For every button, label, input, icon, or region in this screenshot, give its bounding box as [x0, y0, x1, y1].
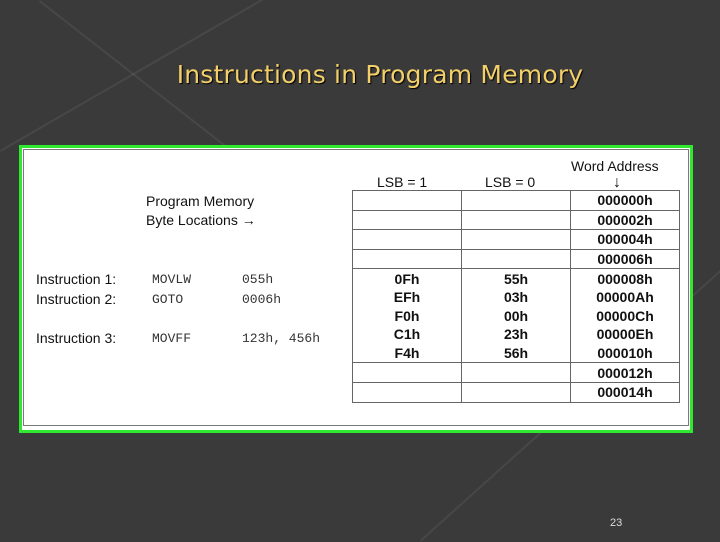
- address-cell: 00000Eh: [571, 325, 680, 344]
- instruction-mnemonic: MOVLW: [152, 272, 192, 287]
- instruction-operand: 0006h: [242, 292, 282, 307]
- lsb0-cell: [462, 191, 571, 211]
- table-row: [353, 269, 680, 288]
- instruction-label: Instruction 2:: [36, 291, 117, 307]
- lsb0-cell: 56h: [462, 344, 571, 363]
- lsb0-cell: [462, 230, 571, 250]
- address-cell: 000006h: [571, 249, 680, 269]
- memory-table: [352, 190, 680, 403]
- table-row: [353, 307, 680, 326]
- address-cell: 000000h: [571, 191, 680, 211]
- address-cell: 00000Ah: [571, 288, 680, 307]
- lsb0-cell: [462, 382, 571, 402]
- figure-body: [23, 149, 689, 426]
- lsb1-cell: F0h: [353, 307, 462, 326]
- program-memory-label: Program Memory: [146, 193, 255, 209]
- table-row: [353, 191, 680, 211]
- slide-title: Instructions in Program Memory: [176, 60, 584, 89]
- table-row: [353, 363, 680, 383]
- table-row: [353, 230, 680, 250]
- address-cell: 000012h: [571, 363, 680, 383]
- down-arrow-icon: ↓: [613, 174, 621, 191]
- instruction-operand: 123h, 456h: [242, 331, 321, 346]
- address-cell: 00000Ch: [571, 307, 680, 326]
- table-row: [353, 382, 680, 402]
- memory-figure: [19, 145, 693, 433]
- byte-locations-label: Byte Locations →: [146, 212, 256, 228]
- address-cell: 000004h: [571, 230, 680, 250]
- lsb1-cell: [353, 210, 462, 230]
- lsb0-cell: 23h: [462, 325, 571, 344]
- lsb0-cell: [462, 363, 571, 383]
- lsb1-header: LSB = 1: [377, 174, 428, 190]
- instruction-mnemonic: GOTO: [152, 292, 184, 307]
- lsb0-cell: 03h: [462, 288, 571, 307]
- table-row: [353, 344, 680, 363]
- address-cell: 000010h: [571, 344, 680, 363]
- lsb1-cell: [353, 363, 462, 383]
- instruction-operand: 055h: [242, 272, 274, 287]
- instruction-mnemonic: MOVFF: [152, 331, 192, 346]
- word-address-header: Word Address: [571, 158, 659, 174]
- address-cell: 000008h: [571, 269, 680, 288]
- lsb1-cell: F4h: [353, 344, 462, 363]
- lsb1-cell: EFh: [353, 288, 462, 307]
- address-cell: 000002h: [571, 210, 680, 230]
- lsb1-cell: [353, 249, 462, 269]
- lsb0-cell: [462, 210, 571, 230]
- table-row: [353, 249, 680, 269]
- lsb0-cell: [462, 249, 571, 269]
- lsb1-cell: [353, 191, 462, 211]
- lsb1-cell: C1h: [353, 325, 462, 344]
- table-row: [353, 325, 680, 344]
- instruction-label: Instruction 3:: [36, 330, 117, 346]
- table-row: [353, 210, 680, 230]
- table-row: [353, 288, 680, 307]
- lsb0-cell: 00h: [462, 307, 571, 326]
- lsb1-cell: 0Fh: [353, 269, 462, 288]
- instruction-label: Instruction 1:: [36, 271, 117, 287]
- lsb1-cell: [353, 230, 462, 250]
- lsb1-cell: [353, 382, 462, 402]
- page-number: 23: [610, 517, 623, 529]
- address-cell: 000014h: [571, 382, 680, 402]
- lsb0-header: LSB = 0: [485, 174, 536, 190]
- lsb0-cell: 55h: [462, 269, 571, 288]
